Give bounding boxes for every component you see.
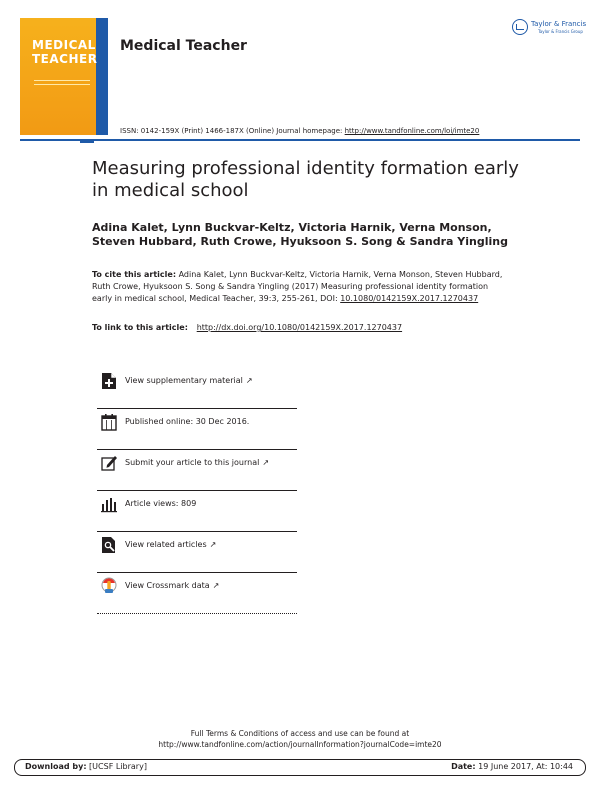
citation-label: To cite this article: [92, 270, 177, 279]
bar-chart-icon [101, 495, 117, 513]
action-related-articles[interactable] [97, 532, 297, 573]
action-label: View supplementary material [125, 376, 243, 385]
action-label: Submit your article to this journal [125, 458, 260, 467]
article-doi-link[interactable]: http://dx.doi.org/10.1080/0142159X.2017.1270437 [196, 323, 403, 332]
cover-title-line2: TEACHER [32, 52, 98, 66]
external-link-icon: ↗ [212, 581, 220, 590]
citation-block [92, 269, 506, 305]
crossmark-icon [101, 577, 117, 595]
date-label: Date: [451, 762, 476, 771]
terms-line1: Full Terms & Conditions of access and use can be found at [190, 729, 410, 738]
terms-notice [100, 728, 500, 750]
link-label: To link to this article: [92, 323, 191, 332]
citation-doi-link[interactable]: 10.1080/0142159X.2017.1270437 [340, 294, 479, 303]
action-submit-article[interactable] [97, 450, 297, 491]
external-link-icon: ↗ [262, 458, 270, 467]
calendar-icon [101, 413, 117, 431]
link-to-article [92, 323, 402, 332]
article-authors: Adina Kalet, Lynn Buckvar-Keltz, Victoria Harnik, Verna Monson, Steven Hubbard, Ruth Crowe, Hyuksoon S. Song & Sandra Yingling [92, 221, 508, 248]
publisher-logo-text: Taylor & Francis [531, 20, 587, 28]
downloaded-value: [UCSF Library] [86, 762, 147, 771]
publisher-logo-icon [512, 19, 528, 35]
action-label: Article views: 809 [125, 499, 197, 508]
article-title: Measuring professional identity formation early in medical school [92, 158, 519, 201]
cover-subtitle-lines [34, 80, 90, 88]
publisher-logo-subtext: Taylor & Francis Group [538, 29, 583, 34]
plus-document-icon [101, 372, 117, 390]
publisher-logo[interactable] [512, 17, 587, 39]
edit-icon [101, 454, 117, 472]
terms-link[interactable]: http://www.tandfonline.com/action/journalInformation?journalCode=imte20 [158, 740, 442, 749]
article-actions-list [97, 368, 297, 614]
action-article-views [97, 491, 297, 532]
action-label: View Crossmark data [125, 581, 210, 590]
journal-cover-image [20, 18, 108, 135]
action-published-online [97, 409, 297, 450]
journal-name: Medical Teacher [120, 38, 247, 54]
external-link-icon: ↗ [245, 376, 253, 385]
action-label: Published online: 30 Dec 2016. [125, 417, 250, 426]
cover-title-line1: MEDICAL [32, 38, 96, 52]
external-link-icon: ↗ [209, 540, 217, 549]
journal-homepage-link[interactable]: http://www.tandfonline.com/loi/imte20 [344, 127, 480, 135]
header-divider [20, 139, 580, 141]
citation-text: Adina Kalet, Lynn Buckvar-Keltz, Victoria Harnik, Verna Monson, Steven Hubbard, Ruth Crowe, Hyuksoon S. Song & Sandra Yingling (2017) Measuring professional identity formation early in medical school, Medical Teacher, 39:3, 255-261, DOI: [92, 270, 503, 303]
date-value: 19 June 2017, At: 10:44 [475, 762, 573, 771]
action-crossmark[interactable] [97, 573, 297, 614]
download-date [451, 762, 573, 771]
download-info-bar [14, 759, 586, 776]
issn-text: ISSN: 0142-159X (Print) 1466-187X (Online) Journal homepage: [120, 127, 345, 135]
downloaded-label: Download by: [25, 762, 87, 771]
issn-line [120, 127, 479, 135]
downloaded-by [25, 762, 147, 771]
search-document-icon [101, 536, 117, 554]
cover-spine [96, 18, 108, 135]
action-supplementary[interactable] [97, 368, 297, 409]
action-label: View related articles [125, 540, 207, 549]
